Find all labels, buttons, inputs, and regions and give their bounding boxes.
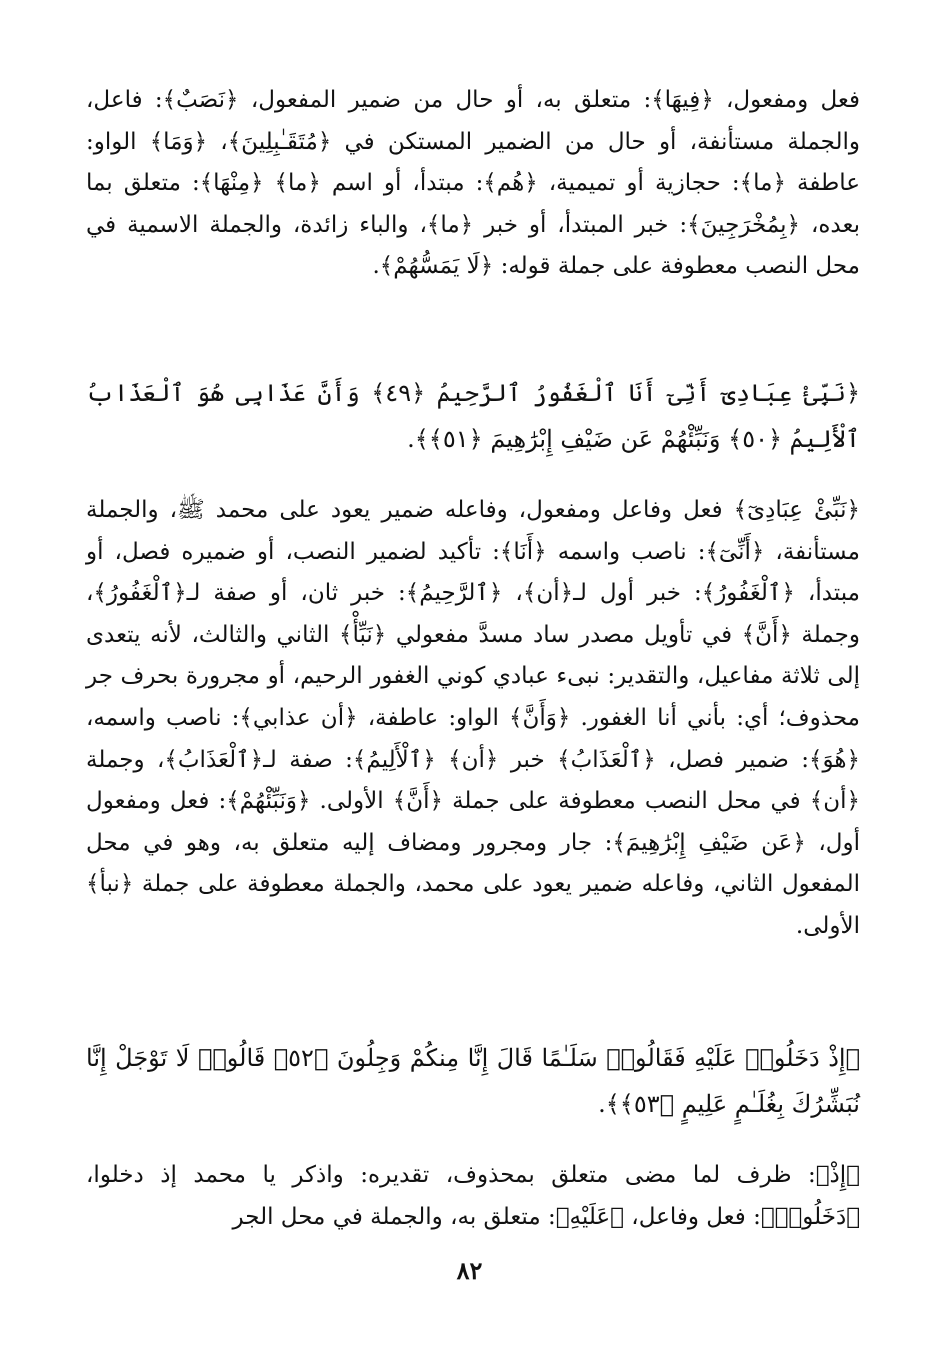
quran-verse-block-1: ﴿نَبِّئْ عِبَادِىٓ أَنِّىٓ أَنَا ٱلْغَفُورُ ٱلرَّحِيمُ ﴿٤٩﴾ وَأَنَّ عَذَابِى هُوَ ٱلْعَذَابُ ٱلْأَلِيمُ ﴿٥٠﴾ وَنَبِّئْهُمْ عَن ضَيْفِ إِبْرَٰهِيمَ ﴿٥١﴾﴾. <box>86 379 861 453</box>
commentary-paragraph-3: ﴿إِذْ﴾: ظرف لما مضى متعلق بمحذوف، تقديره: واذكر يا محمد إذ دخلوا، ﴿دَخَلُوا۟﴾: فعل وفاعل، ﴿عَلَيْهِ﴾: متعلق به، والجملة في محل الجر <box>86 1162 860 1230</box>
page-number: ٨٢ <box>456 1256 483 1285</box>
commentary-paragraph-1: فعل ومفعول، ﴿فِيهَا﴾: متعلق به، أو حال من ضمير المفعول، ﴿نَصَبٌ﴾: فاعل، والجملة مستأنفة، أو حال من الضمير المستكن في ﴿مُتَقَـٰبِلِينَ﴾، ﴿وَمَا﴾ الواو: عاطفة ﴿ما﴾: حجازية أو تميمية، ﴿هُم﴾: مبتدأ، أو اسم ﴿ما﴾ ﴿مِنْهَا﴾: متعلق بما بعده، ﴿بِمُخْرَجِينَ﴾: خبر المبتدأ، أو خبر ﴿ما﴾، والباء زائدة، والجملة الاسمية في محل النصب معطوفة على جملة قوله: ﴿لَا يَمَسُّهُمْ﴾. <box>86 87 860 280</box>
commentary-paragraph-2: ﴿نَبِّئْ عِبَادِىٓ﴾ فعل وفاعل ومفعول، وفاعله ضمير يعود على محمد ﷺ، والجملة مستأنفة، ﴿أَنِّىٓ﴾: ناصب واسمه ﴿أَنَا﴾: تأكيد لضمير النصب، أو ضميره فصل، أو مبتدأ، ﴿ٱلْغَفُورُ﴾: خبر أول لـ﴿أن﴾، ﴿ٱلرَّحِيمُ﴾: خبر ثان، أو صفة لـ﴿ٱلْغَفُورُ﴾، وجملة ﴿أَنَّ﴾ في تأويل مصدر ساد مسدَّ مفعولي ﴿نَبِّأْ﴾ الثاني والثالث، لأنه يتعدى إلى ثلاثة مفاعيل، والتقدير: نبىء عبادي كوني الغفور الرحيم، أو مجرورة بحرف جر محذوف؛ أي: بأني أنا الغفور. ﴿وَأَنَّ﴾ الواو: عاطفة، ﴿أن عذابي﴾: ناصب واسمه، ﴿هُوَ﴾: ضمير فصل، ﴿ٱلْعَذَابُ﴾ خبر ﴿أن﴾ ﴿ٱلْأَلِيمُ﴾: صفة لـ﴿ٱلْعَذَابُ﴾، وجملة ﴿أن﴾ في محل النصب معطوفة على جملة ﴿أَنَّ﴾ الأولى. ﴿وَنَبِّئْهُمْ﴾: فعل ومفعول أول، ﴿عَن ضَيْفِ إِبْرَٰهِيمَ﴾: جار ومجرور ومضاف إليه متعلق به، وهو في محل المفعول الثاني، وفاعله ضمير يعود على محمد، والجملة معطوفة على جملة ﴿نبأ﴾ الأولى. <box>86 497 860 939</box>
quran-verse-block-2: ﴿إِذْ دَخَلُوا۟ عَلَيْهِ فَقَالُوا۟ سَلَـٰمًا قَالَ إِنَّا مِنكُمْ وَجِلُونَ ﴿٥٢﴾ قَالُوا۟ لَا تَوْجَلْ إِنَّا نُبَشِّرُكَ بِغُلَـٰمٍ عَلِيمٍ ﴿٥٣﴾﴾. <box>86 1044 860 1118</box>
